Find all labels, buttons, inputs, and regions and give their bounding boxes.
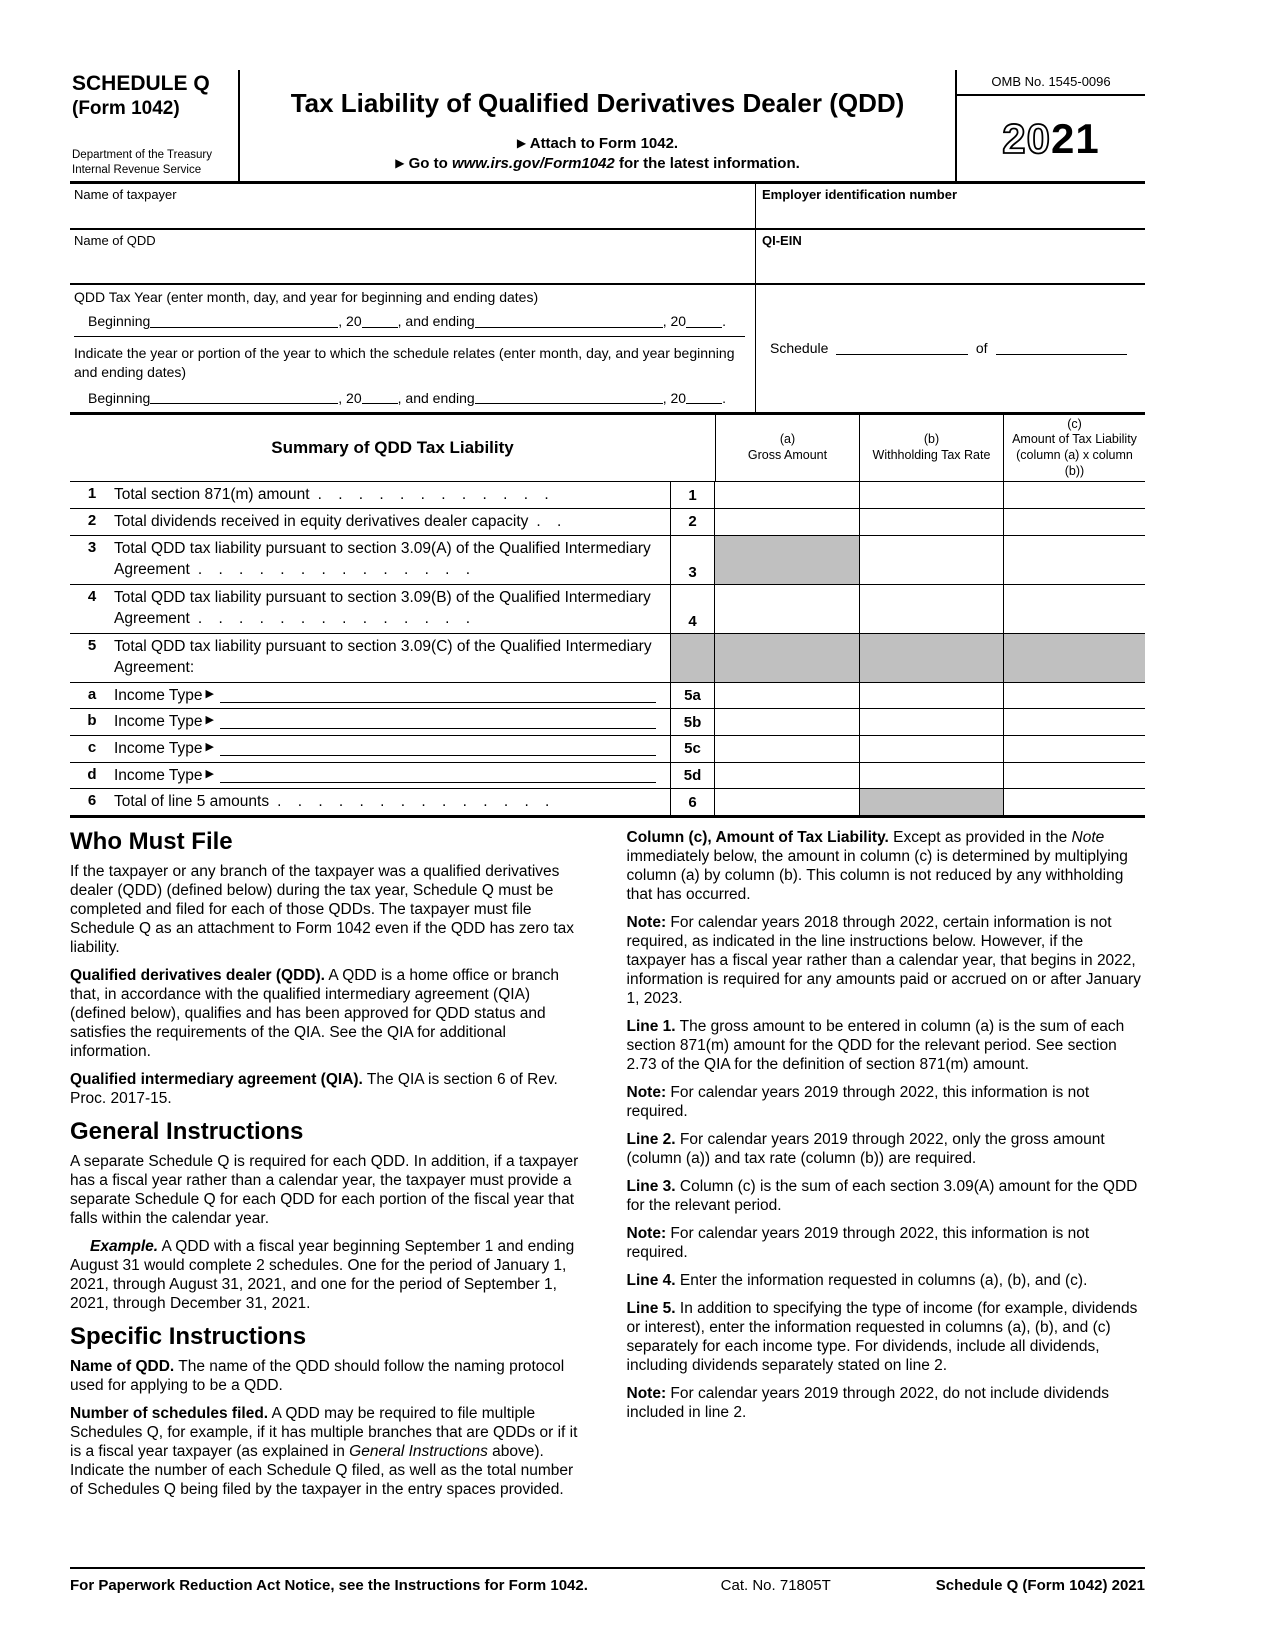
line6-tax-liability-cell[interactable] bbox=[1003, 789, 1145, 815]
form-number: (Form 1042) bbox=[72, 98, 180, 120]
dot-leaders: . . . . . . . . . . . . . . bbox=[197, 610, 477, 628]
footer-form-id: Schedule Q (Form 1042) 2021 bbox=[935, 1577, 1145, 1594]
section-heading: Who Must File bbox=[70, 828, 233, 856]
text-run: Note: bbox=[626, 1225, 667, 1243]
summary-row-line2 bbox=[70, 508, 1145, 535]
goto-pre-text: Go to bbox=[408, 155, 452, 172]
text-run: A QDD with a fiscal year beginning September 1 and ending August 31 would complete 2 schedules. One for the period of January 1, 2021, through August 31, 2021, and one for the period of September 1, 2021, through December 31, 2021. bbox=[70, 1238, 575, 1313]
ein-field[interactable] bbox=[755, 184, 1145, 228]
income-type-a-field[interactable] bbox=[220, 689, 656, 703]
row-marker: a bbox=[87, 685, 97, 703]
right-arrow-icon: ▶ bbox=[205, 767, 214, 780]
col-a-label: Gross Amount bbox=[747, 448, 828, 463]
line6-gross-amount-cell[interactable] bbox=[715, 789, 859, 815]
instruction-paragraph bbox=[70, 966, 589, 1061]
tax-year-left bbox=[70, 285, 755, 412]
relates-begin-year-field[interactable] bbox=[362, 391, 398, 404]
line1-tax-rate-cell[interactable] bbox=[859, 482, 1003, 508]
line3-tax-rate-cell[interactable] bbox=[859, 536, 1003, 584]
instructions-section bbox=[70, 828, 1145, 1567]
text-run: Line 3. bbox=[626, 1178, 676, 1196]
summary-table bbox=[70, 415, 1145, 818]
row-marker: 4 bbox=[87, 587, 97, 605]
row-marker: 6 bbox=[87, 792, 97, 810]
line3-gross-amount-cell-shaded bbox=[715, 536, 859, 584]
summary-title: Summary of QDD Tax Liability bbox=[271, 438, 514, 458]
schedule-count-box bbox=[755, 285, 1145, 412]
text-run: Number of schedules filed. bbox=[70, 1405, 269, 1423]
right-arrow-icon: ▶ bbox=[395, 156, 405, 170]
comma-20-label: , 20 bbox=[338, 313, 362, 329]
summary-row-line5b bbox=[70, 708, 1145, 735]
text-run: Line 5. bbox=[626, 1300, 676, 1318]
qdd-tax-year-label: QDD Tax Year (enter month, day, and year for beginning and ending dates) bbox=[74, 289, 539, 305]
line-number-box: 5c bbox=[670, 736, 715, 762]
form-header bbox=[70, 70, 1145, 184]
col-c-tag: (c) bbox=[1067, 416, 1082, 431]
text-run: Note: bbox=[626, 1084, 667, 1102]
row-marker: d bbox=[87, 765, 97, 783]
instruction-paragraph bbox=[627, 1384, 1146, 1422]
omb-number: OMB No. 1545-0096 bbox=[957, 70, 1145, 96]
col-b-tag: (b) bbox=[923, 432, 940, 447]
beginning-label: Beginning bbox=[88, 313, 151, 329]
instructions-right-column bbox=[627, 828, 1146, 1567]
line-number-box: 5b bbox=[670, 709, 715, 735]
row-marker: 3 bbox=[87, 538, 97, 556]
line2-tax-rate-cell[interactable] bbox=[859, 509, 1003, 535]
text-run: For calendar years 2019 through 2022, do not include dividends included in line 2. bbox=[626, 1385, 1110, 1422]
instruction-paragraph bbox=[627, 1224, 1146, 1262]
row-marker: b bbox=[87, 712, 97, 730]
line6-tax-rate-cell-shaded bbox=[859, 789, 1003, 815]
comma-20-label: , 20 bbox=[338, 389, 362, 406]
summary-row-line5 bbox=[70, 633, 1145, 682]
row-marker: 2 bbox=[87, 511, 97, 529]
line5a-gross-amount-cell[interactable] bbox=[715, 683, 859, 709]
and-ending-label: , and ending bbox=[397, 389, 475, 406]
line5-tax-rate-cell-shaded bbox=[859, 634, 1003, 682]
form-footer bbox=[70, 1567, 1145, 1594]
text-run: In addition to specifying the type of income (for example, dividends or interest), enter the information requested in columns (a), (b), and (c) separately for each income type. For dividends, include all dividends, including dividends separately stated on line 2. bbox=[626, 1300, 1138, 1375]
text-run: For calendar years 2019 through 2022, this information is not required. bbox=[626, 1084, 1090, 1121]
omb-year-box bbox=[955, 70, 1145, 181]
agency-lines bbox=[72, 148, 232, 177]
text-run: Note bbox=[1071, 829, 1105, 847]
income-type-b-field[interactable] bbox=[220, 715, 656, 729]
instruction-paragraph bbox=[70, 862, 589, 957]
goto-post-text: for the latest information. bbox=[614, 155, 800, 172]
qdd-year-begin-date-field[interactable] bbox=[150, 315, 338, 328]
col-b-label: Withholding Tax Rate bbox=[872, 448, 991, 463]
instruction-paragraph bbox=[627, 1271, 1146, 1290]
tax-year-solid-digits: 21 bbox=[1051, 114, 1100, 162]
line5b-tax-rate-cell[interactable] bbox=[859, 709, 1003, 735]
text-run: If the taxpayer or any branch of the taxpayer was a qualified derivatives dealer (QDD) (defined below) during the tax year, Schedule Q must be completed and filed for each of those QDDs. The taxpayer must file Schedule Q as an attachment to Form 1042 even if the QDD has zero tax liability. bbox=[70, 863, 575, 957]
line2-gross-amount-cell[interactable] bbox=[715, 509, 859, 535]
line5-tax-liability-cell-shaded bbox=[1003, 634, 1145, 682]
line-number-box: 1 bbox=[670, 482, 715, 508]
qdd-year-end-year-field[interactable] bbox=[686, 315, 722, 328]
row-label: Total QDD tax liability pursuant to section 3.09(B) of the Qualified Intermediary Agreement bbox=[114, 588, 651, 628]
line4-tax-rate-cell[interactable] bbox=[859, 585, 1003, 633]
instruction-paragraph bbox=[627, 1130, 1146, 1168]
line5c-tax-liability-cell[interactable] bbox=[1003, 736, 1145, 762]
summary-row-line5c bbox=[70, 735, 1145, 762]
text-run: For calendar years 2019 through 2022, this information is not required. bbox=[626, 1225, 1090, 1262]
comma-20-label: , 20 bbox=[662, 389, 687, 406]
line5b-gross-amount-cell[interactable] bbox=[715, 709, 859, 735]
row-label: Income Type bbox=[114, 766, 203, 784]
right-arrow-icon: ▶ bbox=[205, 741, 214, 754]
line5c-tax-rate-cell[interactable] bbox=[859, 736, 1003, 762]
summary-row-line5a bbox=[70, 682, 1145, 709]
summary-table-header bbox=[70, 415, 1145, 482]
section-heading: Specific Instructions bbox=[70, 1323, 307, 1351]
catalog-number: Cat. No. 71805T bbox=[720, 1577, 831, 1594]
text-run: The QIA is section 6 of Rev. Proc. 2017-15. bbox=[70, 1071, 558, 1108]
instruction-paragraph bbox=[627, 913, 1146, 1008]
qdd-year-end-date-field[interactable] bbox=[475, 315, 663, 328]
line-number-box: 5a bbox=[670, 683, 715, 709]
taxpayer-row bbox=[70, 184, 1145, 230]
line-number-box: 3 bbox=[670, 536, 715, 584]
text-run: A QDD may be required to file multiple Schedules Q, for example, if it has multiple branches that are QDDs or if it is a fiscal year taxpayer (as explained in bbox=[70, 1405, 578, 1461]
text-run: A separate Schedule Q is required for each QDD. In addition, if a taxpayer has a fiscal year rather than a calendar year, the taxpayer must provide a separate Schedule Q for each QDD for each portion of the fiscal year that falls within the calendar year. bbox=[70, 1153, 579, 1228]
instruction-paragraph bbox=[70, 1404, 589, 1499]
dot-leaders: . . . . . . . . . . . . bbox=[317, 486, 555, 504]
row-label: Income Type bbox=[114, 740, 203, 758]
qdd-name-label: Name of QDD bbox=[74, 233, 156, 248]
text-run: Qualified intermediary agreement (QIA). bbox=[70, 1071, 363, 1089]
row-label: Total dividends received in equity derivatives dealer capacity bbox=[114, 512, 529, 530]
text-run: For calendar years 2019 through 2022, only the gross amount (column (a)) and tax rate (column (b)) are required. bbox=[626, 1131, 1105, 1168]
row-marker: c bbox=[87, 739, 97, 757]
row-label: Income Type bbox=[114, 686, 203, 704]
goto-instruction bbox=[250, 155, 945, 172]
instruction-paragraph bbox=[627, 1083, 1146, 1121]
line5-gross-amount-cell-shaded bbox=[715, 634, 859, 682]
line-number-box: 5d bbox=[670, 763, 715, 789]
tax-year bbox=[957, 96, 1145, 181]
relates-end-date-field[interactable] bbox=[475, 391, 663, 404]
income-type-d-field[interactable] bbox=[220, 769, 656, 783]
dot-leaders: . . . . . . . . . . . . . . bbox=[277, 793, 556, 811]
instruction-paragraph bbox=[627, 1177, 1146, 1215]
taxpayer-name-field[interactable] bbox=[70, 184, 755, 228]
text-run: A QDD is a home office or branch that, in accordance with the qualified intermediary agreement (QIA) (defined below), qualifies and has been approved for QDD status and satisfies the requirements of the QIA. See the QIA for additional information. bbox=[70, 967, 560, 1061]
line-number-box: 2 bbox=[670, 509, 715, 535]
row-label: Total QDD tax liability pursuant to section 3.09(C) of the Qualified Intermediary Agreement: bbox=[114, 637, 652, 677]
schedule-relates-label: Indicate the year or portion of the year to which the schedule relates (enter month, day, and year beginning and ending dates) bbox=[74, 345, 735, 380]
instruction-paragraph bbox=[627, 1299, 1146, 1375]
qdd-row bbox=[70, 230, 1145, 285]
text-run: Example. bbox=[90, 1238, 159, 1256]
section-heading: General Instructions bbox=[70, 1118, 304, 1146]
relates-dates bbox=[74, 390, 745, 406]
line5d-tax-rate-cell[interactable] bbox=[859, 763, 1003, 789]
instruction-paragraph bbox=[627, 1017, 1146, 1074]
agency-line-1: Department of the Treasury bbox=[72, 149, 212, 162]
and-ending-label: , and ending bbox=[397, 313, 475, 329]
schedule-total-field[interactable] bbox=[996, 342, 1127, 355]
summary-row-line1 bbox=[70, 481, 1145, 508]
agency-line-2: Internal Revenue Service bbox=[72, 163, 202, 176]
text-run: Note: bbox=[626, 1385, 667, 1403]
qdd-name-field[interactable] bbox=[70, 230, 755, 283]
of-word: of bbox=[975, 340, 988, 357]
summary-row-line3 bbox=[70, 535, 1145, 584]
line-number-box-shaded bbox=[670, 634, 715, 682]
row-label: Total QDD tax liability pursuant to section 3.09(A) of the Qualified Intermediary Agreement bbox=[114, 539, 651, 579]
income-type-c-field[interactable] bbox=[220, 742, 656, 756]
beginning-label: Beginning bbox=[88, 389, 151, 406]
text-run: Column (c), Amount of Tax Liability. bbox=[626, 829, 889, 847]
form-identity-box bbox=[70, 70, 240, 181]
line5c-gross-amount-cell[interactable] bbox=[715, 736, 859, 762]
line5b-tax-liability-cell[interactable] bbox=[1003, 709, 1145, 735]
instruction-paragraph bbox=[70, 1237, 589, 1313]
schedule-word: Schedule bbox=[770, 340, 829, 357]
line5a-tax-liability-cell[interactable] bbox=[1003, 683, 1145, 709]
right-arrow-icon: ▶ bbox=[205, 687, 214, 700]
period-label: . bbox=[722, 389, 726, 406]
text-run: Qualified derivatives dealer (QDD). bbox=[70, 967, 325, 985]
text-run: Line 1. bbox=[626, 1018, 676, 1036]
paperwork-notice: For Paperwork Reduction Act Notice, see the Instructions for Form 1042. bbox=[70, 1577, 588, 1594]
text-run: Line 4. bbox=[626, 1272, 676, 1290]
schedule-number-field[interactable] bbox=[836, 342, 967, 355]
relates-end-year-field[interactable] bbox=[686, 391, 722, 404]
period-label: . bbox=[722, 313, 726, 329]
instruction-paragraph bbox=[70, 1070, 589, 1108]
qdd-year-begin-year-field[interactable] bbox=[362, 315, 398, 328]
col-b-header bbox=[859, 415, 1003, 482]
line-number-box: 4 bbox=[670, 585, 715, 633]
row-marker: 5 bbox=[87, 636, 97, 654]
instruction-paragraph bbox=[70, 1152, 589, 1228]
text-run: Column (c) is the sum of each section 3.09(A) amount for the QDD for the relevant period. bbox=[626, 1178, 1138, 1215]
instruction-paragraph bbox=[70, 1357, 589, 1395]
summary-row-line4 bbox=[70, 584, 1145, 633]
text-run: Name of QDD. bbox=[70, 1358, 175, 1376]
col-c-label: Amount of Tax Liability (column (a) x column (b)) bbox=[1012, 432, 1137, 478]
summary-row-line5d bbox=[70, 762, 1145, 789]
row-label: Income Type bbox=[114, 713, 203, 731]
irs-url-link[interactable]: www.irs.gov/Form1042 bbox=[451, 155, 615, 172]
qdd-tax-year-section bbox=[74, 289, 745, 337]
qdd-tax-year-dates bbox=[74, 313, 745, 329]
relates-begin-date-field[interactable] bbox=[150, 391, 338, 404]
tax-year-block bbox=[70, 285, 1145, 415]
line5d-gross-amount-cell[interactable] bbox=[715, 763, 859, 789]
attach-text: Attach to Form 1042. bbox=[529, 135, 679, 152]
summary-row-line6 bbox=[70, 788, 1145, 815]
row-label: Total of line 5 amounts bbox=[114, 793, 270, 811]
attach-instruction bbox=[250, 135, 945, 152]
row-marker: 1 bbox=[87, 485, 97, 503]
text-run: For calendar years 2018 through 2022, certain information is not required, as indicated in the line instructions below. However, if the taxpayer has a fiscal year rather than a calendar year, that begins in 2022, information is required for any amounts paid or accrued on or after January 1, 2023. bbox=[626, 914, 1141, 1008]
text-run: immediately below, the amount in column (c) is determined by multiplying column (a) by column (b). This column is not reduced by any withholding that has occurred. bbox=[626, 848, 1128, 904]
instructions-left-column bbox=[70, 828, 589, 1567]
qi-ein-field[interactable] bbox=[755, 230, 1145, 283]
text-run: Except as provided in the bbox=[888, 829, 1072, 847]
line3-tax-liability-cell[interactable] bbox=[1003, 536, 1145, 584]
line2-tax-liability-cell[interactable] bbox=[1003, 509, 1145, 535]
dot-leaders: . . bbox=[536, 512, 568, 530]
schedule-name: SCHEDULE Q bbox=[72, 72, 210, 95]
col-a-header bbox=[715, 415, 859, 482]
tax-year-outline-digits: 20 bbox=[1002, 114, 1051, 162]
text-run: The gross amount to be entered in column (a) is the sum of each section 871(m) amount for the QDD for the relevant period. See section 2.73 of the QIA for the definition of section 871(m) amount. bbox=[626, 1018, 1125, 1074]
line1-gross-amount-cell[interactable] bbox=[715, 482, 859, 508]
right-arrow-icon: ▶ bbox=[205, 714, 214, 727]
col-c-header bbox=[1003, 415, 1145, 482]
line4-tax-liability-cell[interactable] bbox=[1003, 585, 1145, 633]
line5d-tax-liability-cell[interactable] bbox=[1003, 763, 1145, 789]
text-run: The name of the QDD should follow the naming protocol used for applying to be a QDD. bbox=[70, 1358, 565, 1395]
col-a-tag: (a) bbox=[779, 432, 796, 447]
taxpayer-name-label: Name of taxpayer bbox=[74, 187, 177, 202]
text-run: Note: bbox=[626, 914, 667, 932]
text-run: Enter the information requested in columns (a), (b), and (c). bbox=[675, 1272, 1088, 1290]
qi-ein-label: QI-EIN bbox=[762, 233, 802, 248]
line4-gross-amount-cell[interactable] bbox=[715, 585, 859, 633]
line-number-box: 6 bbox=[670, 789, 715, 815]
row-label: Total section 871(m) amount bbox=[114, 486, 310, 504]
instruction-paragraph bbox=[627, 828, 1146, 904]
text-run: General Instructions bbox=[349, 1443, 488, 1461]
comma-20-label: , 20 bbox=[662, 313, 687, 329]
line1-tax-liability-cell[interactable] bbox=[1003, 482, 1145, 508]
text-run: above). Indicate the number of each Schedule Q filed, as well as the total number of Schedules Q being filed by the taxpayer in the entry spaces provided. bbox=[70, 1443, 574, 1499]
form-title-block bbox=[240, 70, 955, 181]
ein-label: Employer identification number bbox=[762, 187, 958, 202]
right-arrow-icon: ▶ bbox=[516, 136, 527, 150]
dot-leaders: . . . . . . . . . . . . . . bbox=[197, 561, 477, 579]
line5a-tax-rate-cell[interactable] bbox=[859, 683, 1003, 709]
text-run: Line 2. bbox=[626, 1131, 676, 1149]
form-title: Tax Liability of Qualified Derivatives Dealer (QDD) bbox=[290, 88, 905, 118]
